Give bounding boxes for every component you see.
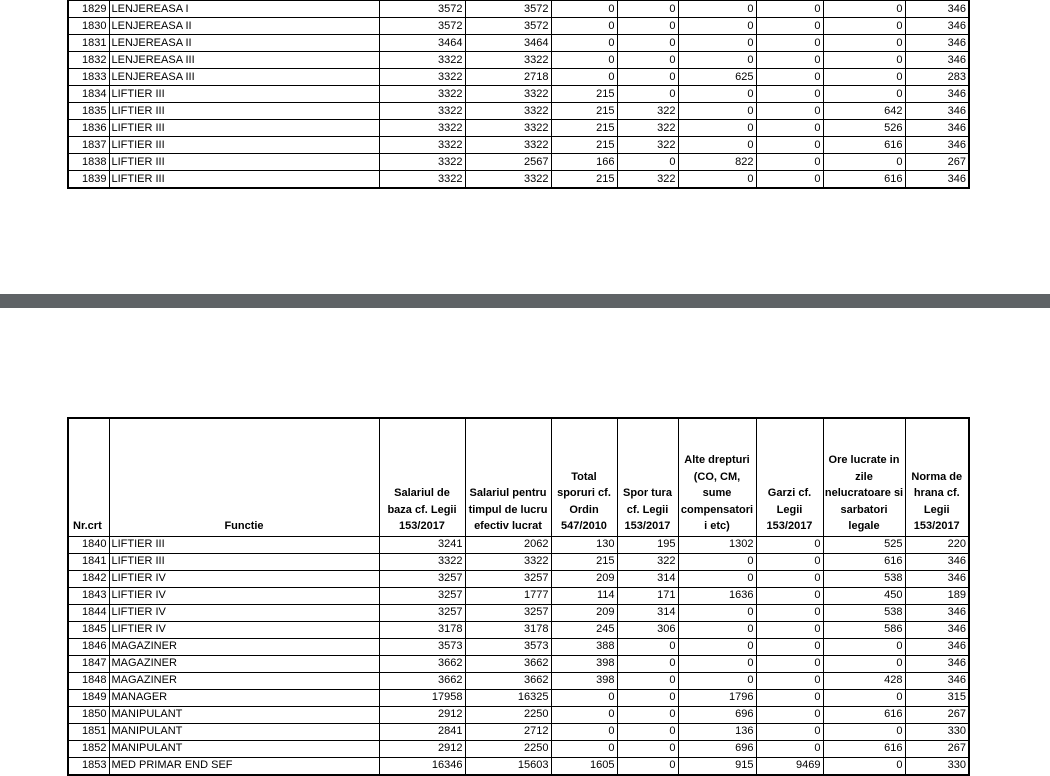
value-cell: 3573 — [465, 638, 551, 655]
value-cell: 0 — [823, 35, 905, 52]
value-cell: 0 — [617, 706, 678, 723]
value-cell: 696 — [678, 706, 756, 723]
salary-table-body — [68, 536, 969, 775]
value-cell: 616 — [823, 706, 905, 723]
value-cell: 0 — [551, 689, 617, 706]
value-cell: 130 — [551, 536, 617, 553]
value-cell: 2062 — [465, 536, 551, 553]
value-cell: 220 — [905, 536, 969, 553]
value-cell: 3322 — [379, 120, 465, 137]
value-cell: 346 — [905, 171, 969, 189]
value-cell: 450 — [823, 587, 905, 604]
value-cell: 0 — [678, 137, 756, 154]
table-row — [68, 0, 969, 18]
value-cell: 322 — [617, 120, 678, 137]
row-number-cell: 1830 — [68, 18, 109, 35]
value-cell: 0 — [756, 706, 823, 723]
function-cell: MANIPULANT — [109, 723, 379, 740]
value-cell: 3572 — [379, 18, 465, 35]
row-number-cell: 1841 — [68, 553, 109, 570]
value-cell: 0 — [617, 0, 678, 18]
value-cell: 346 — [905, 655, 969, 672]
value-cell: 1302 — [678, 536, 756, 553]
value-cell: 215 — [551, 137, 617, 154]
value-cell: 0 — [551, 740, 617, 757]
row-number-cell: 1838 — [68, 154, 109, 171]
value-cell: 0 — [617, 757, 678, 775]
value-cell: 822 — [678, 154, 756, 171]
row-number-cell: 1847 — [68, 655, 109, 672]
value-cell: 0 — [823, 52, 905, 69]
value-cell: 189 — [905, 587, 969, 604]
value-cell: 16346 — [379, 757, 465, 775]
value-cell: 346 — [905, 0, 969, 18]
row-number-cell: 1829 — [68, 0, 109, 18]
row-number-cell: 1836 — [68, 120, 109, 137]
value-cell: 306 — [617, 621, 678, 638]
value-cell: 215 — [551, 86, 617, 103]
value-cell: 0 — [756, 35, 823, 52]
value-cell: 0 — [617, 69, 678, 86]
value-cell: 3322 — [379, 103, 465, 120]
page-separator — [0, 294, 1050, 308]
value-cell: 2567 — [465, 154, 551, 171]
value-cell: 642 — [823, 103, 905, 120]
salary-table — [67, 417, 970, 776]
function-cell: LIFTIER III — [109, 553, 379, 570]
value-cell: 0 — [756, 621, 823, 638]
value-cell: 0 — [756, 86, 823, 103]
value-cell: 245 — [551, 621, 617, 638]
function-cell: MAGAZINER — [109, 672, 379, 689]
value-cell: 166 — [551, 154, 617, 171]
value-cell: 3322 — [465, 86, 551, 103]
function-cell: MANIPULANT — [109, 706, 379, 723]
value-cell: 3178 — [379, 621, 465, 638]
value-cell: 3662 — [465, 655, 551, 672]
value-cell: 215 — [551, 103, 617, 120]
value-cell: 0 — [551, 69, 617, 86]
value-cell: 315 — [905, 689, 969, 706]
function-cell: LIFTIER IV — [109, 570, 379, 587]
value-cell: 0 — [617, 35, 678, 52]
value-cell: 398 — [551, 672, 617, 689]
function-cell: LENJEREASA III — [109, 69, 379, 86]
value-cell: 0 — [617, 638, 678, 655]
function-cell: LIFTIER III — [109, 536, 379, 553]
function-cell: MAGAZINER — [109, 638, 379, 655]
function-cell: LENJEREASA I — [109, 0, 379, 18]
function-cell: LENJEREASA II — [109, 18, 379, 35]
value-cell: 1636 — [678, 587, 756, 604]
value-cell: 0 — [756, 137, 823, 154]
value-cell: 0 — [756, 120, 823, 137]
value-cell: 616 — [823, 553, 905, 570]
value-cell: 0 — [756, 570, 823, 587]
function-cell: LIFTIER III — [109, 120, 379, 137]
header-norma-hrana: Norma de hrana cf. Legii 153/2017 — [905, 418, 969, 536]
value-cell: 3322 — [465, 137, 551, 154]
value-cell: 0 — [678, 672, 756, 689]
value-cell: 0 — [617, 740, 678, 757]
value-cell: 0 — [678, 120, 756, 137]
value-cell: 0 — [756, 689, 823, 706]
row-number-cell: 1837 — [68, 137, 109, 154]
value-cell: 0 — [823, 18, 905, 35]
value-cell: 3322 — [379, 69, 465, 86]
function-cell: LENJEREASA II — [109, 35, 379, 52]
value-cell: 0 — [551, 706, 617, 723]
function-cell: LIFTIER IV — [109, 604, 379, 621]
value-cell: 388 — [551, 638, 617, 655]
table-row — [68, 706, 969, 723]
value-cell: 0 — [678, 52, 756, 69]
value-cell: 0 — [678, 18, 756, 35]
row-number-cell: 1842 — [68, 570, 109, 587]
value-cell: 0 — [678, 604, 756, 621]
header-garzi: Garzi cf. Legii 153/2017 — [756, 418, 823, 536]
value-cell: 616 — [823, 137, 905, 154]
value-cell: 3322 — [465, 171, 551, 189]
value-cell: 0 — [756, 672, 823, 689]
table-row — [68, 621, 969, 638]
value-cell: 314 — [617, 604, 678, 621]
value-cell: 346 — [905, 120, 969, 137]
value-cell: 346 — [905, 137, 969, 154]
table-row — [68, 723, 969, 740]
value-cell: 346 — [905, 52, 969, 69]
value-cell: 2841 — [379, 723, 465, 740]
value-cell: 616 — [823, 171, 905, 189]
value-cell: 346 — [905, 35, 969, 52]
row-number-cell: 1850 — [68, 706, 109, 723]
value-cell: 0 — [678, 35, 756, 52]
value-cell: 915 — [678, 757, 756, 775]
table-row — [68, 52, 969, 69]
value-cell: 0 — [823, 689, 905, 706]
value-cell: 3257 — [379, 587, 465, 604]
header-nr-crt: Nr.crt — [68, 418, 109, 536]
value-cell: 0 — [617, 723, 678, 740]
value-cell: 2712 — [465, 723, 551, 740]
table-row — [68, 69, 969, 86]
function-cell: LIFTIER IV — [109, 587, 379, 604]
value-cell: 1796 — [678, 689, 756, 706]
value-cell: 3662 — [379, 655, 465, 672]
value-cell: 3322 — [465, 553, 551, 570]
table-row — [68, 154, 969, 171]
value-cell: 215 — [551, 171, 617, 189]
value-cell: 322 — [617, 103, 678, 120]
value-cell: 2250 — [465, 706, 551, 723]
value-cell: 2912 — [379, 740, 465, 757]
value-cell: 3241 — [379, 536, 465, 553]
value-cell: 267 — [905, 740, 969, 757]
function-cell: MED PRIMAR END SEF — [109, 757, 379, 775]
value-cell: 0 — [823, 69, 905, 86]
value-cell: 322 — [617, 137, 678, 154]
header-alte-drepturi: Alte drepturi (CO, CM, sume compensatori i etc) — [678, 418, 756, 536]
value-cell: 2912 — [379, 706, 465, 723]
value-cell: 696 — [678, 740, 756, 757]
row-number-cell: 1833 — [68, 69, 109, 86]
value-cell: 209 — [551, 604, 617, 621]
value-cell: 0 — [823, 154, 905, 171]
value-cell: 538 — [823, 604, 905, 621]
table-row — [68, 689, 969, 706]
header-total-sporuri: Total sporuri cf. Ordin 547/2010 — [551, 418, 617, 536]
value-cell: 0 — [678, 0, 756, 18]
value-cell: 2250 — [465, 740, 551, 757]
value-cell: 3322 — [379, 553, 465, 570]
value-cell: 3322 — [465, 103, 551, 120]
value-cell: 346 — [905, 553, 969, 570]
table-row — [68, 18, 969, 35]
value-cell: 0 — [617, 52, 678, 69]
function-cell: LIFTIER III — [109, 103, 379, 120]
row-number-cell: 1835 — [68, 103, 109, 120]
value-cell: 0 — [823, 638, 905, 655]
value-cell: 0 — [756, 171, 823, 189]
value-cell: 3257 — [465, 570, 551, 587]
value-cell: 330 — [905, 723, 969, 740]
table-header-row — [68, 418, 969, 536]
value-cell: 0 — [823, 0, 905, 18]
row-number-cell: 1840 — [68, 536, 109, 553]
value-cell: 0 — [551, 18, 617, 35]
table-row — [68, 35, 969, 52]
table-row — [68, 740, 969, 757]
value-cell: 322 — [617, 553, 678, 570]
value-cell: 0 — [617, 86, 678, 103]
value-cell: 346 — [905, 672, 969, 689]
function-cell: LIFTIER III — [109, 137, 379, 154]
value-cell: 0 — [756, 553, 823, 570]
value-cell: 0 — [756, 69, 823, 86]
row-number-cell: 1851 — [68, 723, 109, 740]
value-cell: 346 — [905, 103, 969, 120]
value-cell: 398 — [551, 655, 617, 672]
value-cell: 209 — [551, 570, 617, 587]
value-cell: 2718 — [465, 69, 551, 86]
table-row — [68, 570, 969, 587]
value-cell: 16325 — [465, 689, 551, 706]
row-number-cell: 1849 — [68, 689, 109, 706]
value-cell: 346 — [905, 86, 969, 103]
value-cell: 0 — [823, 723, 905, 740]
value-cell: 267 — [905, 706, 969, 723]
table-row — [68, 171, 969, 189]
value-cell: 526 — [823, 120, 905, 137]
header-ore-lucrate: Ore lucrate in zile nelucratoare si sarbatori legale — [823, 418, 905, 536]
value-cell: 1777 — [465, 587, 551, 604]
value-cell: 3257 — [379, 604, 465, 621]
value-cell: 538 — [823, 570, 905, 587]
value-cell: 3322 — [465, 52, 551, 69]
table-row — [68, 604, 969, 621]
value-cell: 3322 — [379, 86, 465, 103]
function-cell: LIFTIER III — [109, 154, 379, 171]
value-cell: 3322 — [379, 52, 465, 69]
value-cell: 314 — [617, 570, 678, 587]
table-row — [68, 587, 969, 604]
value-cell: 3464 — [465, 35, 551, 52]
salary-table-top — [67, 0, 970, 189]
value-cell: 0 — [617, 672, 678, 689]
value-cell: 346 — [905, 604, 969, 621]
value-cell: 267 — [905, 154, 969, 171]
value-cell: 3257 — [379, 570, 465, 587]
row-number-cell: 1831 — [68, 35, 109, 52]
function-cell: LIFTIER III — [109, 171, 379, 189]
value-cell: 0 — [678, 655, 756, 672]
value-cell: 3662 — [465, 672, 551, 689]
value-cell: 625 — [678, 69, 756, 86]
value-cell: 0 — [756, 723, 823, 740]
value-cell: 114 — [551, 587, 617, 604]
function-cell: LIFTIER IV — [109, 621, 379, 638]
table-row — [68, 638, 969, 655]
value-cell: 0 — [551, 723, 617, 740]
value-cell: 322 — [617, 171, 678, 189]
value-cell: 346 — [905, 638, 969, 655]
value-cell: 0 — [756, 18, 823, 35]
value-cell: 0 — [678, 621, 756, 638]
value-cell: 346 — [905, 621, 969, 638]
value-cell: 0 — [756, 740, 823, 757]
value-cell: 195 — [617, 536, 678, 553]
row-number-cell: 1832 — [68, 52, 109, 69]
value-cell: 283 — [905, 69, 969, 86]
value-cell: 0 — [756, 0, 823, 18]
value-cell: 17958 — [379, 689, 465, 706]
function-cell: MAGAZINER — [109, 655, 379, 672]
value-cell: 0 — [617, 689, 678, 706]
value-cell: 0 — [756, 536, 823, 553]
row-number-cell: 1839 — [68, 171, 109, 189]
value-cell: 0 — [756, 103, 823, 120]
row-number-cell: 1852 — [68, 740, 109, 757]
value-cell: 0 — [617, 655, 678, 672]
function-cell: LIFTIER III — [109, 86, 379, 103]
value-cell: 0 — [617, 18, 678, 35]
table-row — [68, 86, 969, 103]
value-cell: 0 — [756, 587, 823, 604]
value-cell: 0 — [823, 757, 905, 775]
row-number-cell: 1843 — [68, 587, 109, 604]
value-cell: 9469 — [756, 757, 823, 775]
value-cell: 1605 — [551, 757, 617, 775]
value-cell: 15603 — [465, 757, 551, 775]
value-cell: 3464 — [379, 35, 465, 52]
value-cell: 0 — [551, 52, 617, 69]
function-cell: LENJEREASA III — [109, 52, 379, 69]
row-number-cell: 1848 — [68, 672, 109, 689]
value-cell: 3322 — [379, 171, 465, 189]
header-spor-tura: Spor tura cf. Legii 153/2017 — [617, 418, 678, 536]
value-cell: 3662 — [379, 672, 465, 689]
table-row — [68, 672, 969, 689]
value-cell: 0 — [551, 0, 617, 18]
value-cell: 3257 — [465, 604, 551, 621]
value-cell: 0 — [756, 52, 823, 69]
row-number-cell: 1853 — [68, 757, 109, 775]
value-cell: 0 — [823, 86, 905, 103]
value-cell: 171 — [617, 587, 678, 604]
value-cell: 0 — [823, 655, 905, 672]
salary-table-top-body — [68, 0, 969, 188]
value-cell: 3572 — [465, 0, 551, 18]
value-cell: 0 — [617, 154, 678, 171]
header-salariul-baza: Salariul de baza cf. Legii 153/2017 — [379, 418, 465, 536]
value-cell: 136 — [678, 723, 756, 740]
table-row — [68, 553, 969, 570]
value-cell: 3178 — [465, 621, 551, 638]
function-cell: MANAGER — [109, 689, 379, 706]
function-cell: MANIPULANT — [109, 740, 379, 757]
value-cell: 0 — [756, 655, 823, 672]
value-cell: 0 — [756, 604, 823, 621]
value-cell: 0 — [551, 35, 617, 52]
value-cell: 0 — [678, 86, 756, 103]
value-cell: 3572 — [379, 0, 465, 18]
value-cell: 525 — [823, 536, 905, 553]
value-cell: 215 — [551, 553, 617, 570]
header-functie: Functie — [109, 418, 379, 536]
value-cell: 428 — [823, 672, 905, 689]
value-cell: 3322 — [465, 120, 551, 137]
value-cell: 0 — [756, 638, 823, 655]
value-cell: 616 — [823, 740, 905, 757]
value-cell: 346 — [905, 18, 969, 35]
row-number-cell: 1845 — [68, 621, 109, 638]
row-number-cell: 1846 — [68, 638, 109, 655]
table-row — [68, 536, 969, 553]
row-number-cell: 1834 — [68, 86, 109, 103]
value-cell: 3322 — [379, 154, 465, 171]
value-cell: 0 — [678, 638, 756, 655]
value-cell: 0 — [678, 570, 756, 587]
value-cell: 0 — [678, 171, 756, 189]
header-salariul-timp-lucru: Salariul pentru timpul de lucru efectiv lucrat — [465, 418, 551, 536]
value-cell: 3572 — [465, 18, 551, 35]
table-row — [68, 137, 969, 154]
value-cell: 3573 — [379, 638, 465, 655]
table-row — [68, 103, 969, 120]
table-row — [68, 120, 969, 137]
value-cell: 346 — [905, 570, 969, 587]
value-cell: 0 — [678, 103, 756, 120]
row-number-cell: 1844 — [68, 604, 109, 621]
table-row — [68, 655, 969, 672]
value-cell: 215 — [551, 120, 617, 137]
value-cell: 330 — [905, 757, 969, 775]
value-cell: 586 — [823, 621, 905, 638]
value-cell: 0 — [678, 553, 756, 570]
value-cell: 0 — [756, 154, 823, 171]
value-cell: 3322 — [379, 137, 465, 154]
